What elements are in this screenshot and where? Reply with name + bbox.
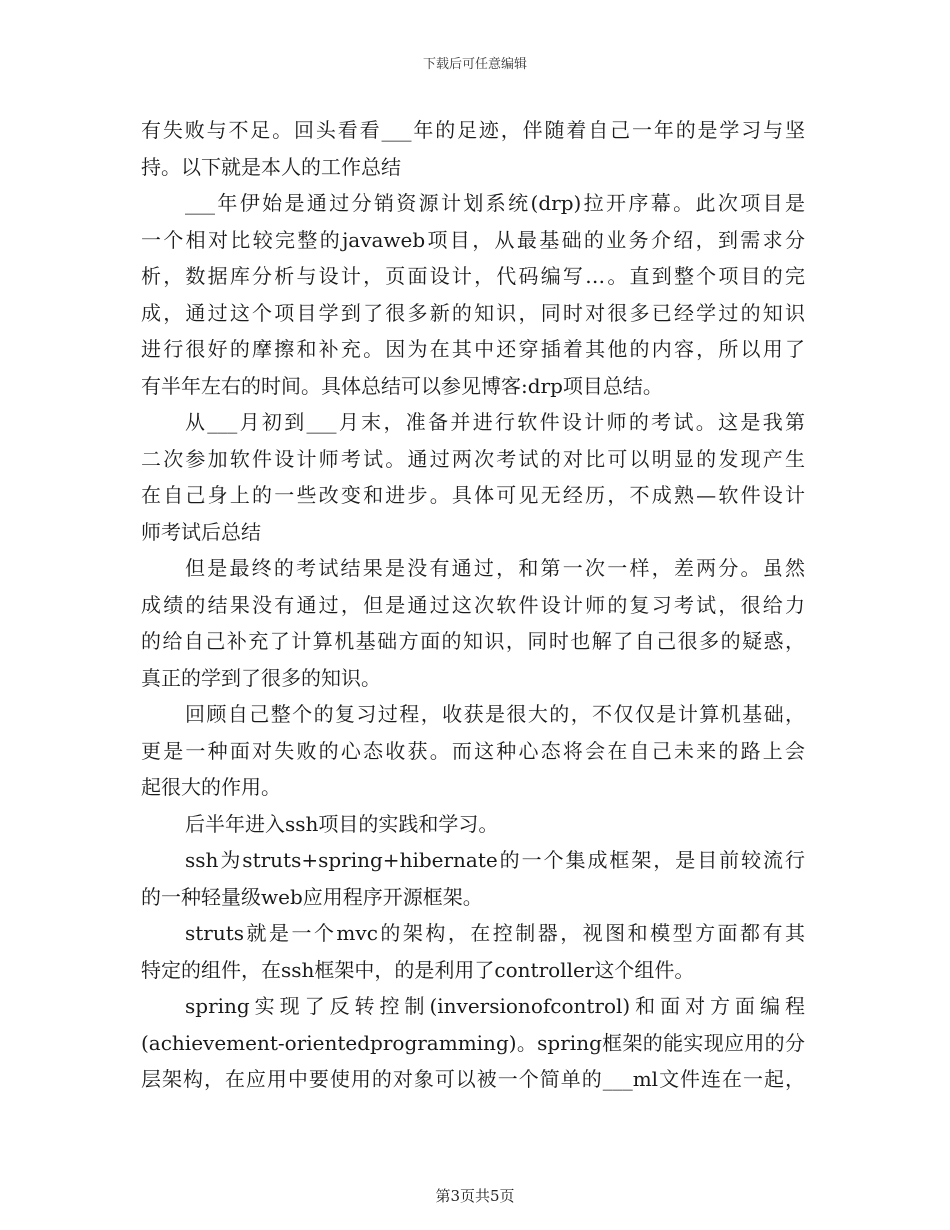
text-line: 二次参加软件设计师考试。通过两次考试的对比可以明显的发现产生	[141, 446, 805, 471]
text-line: 真正的学到了很多的知识。	[141, 665, 381, 690]
text-line: 师考试后总结	[141, 519, 261, 544]
text-line: 析，数据库分析与设计，页面设计，代码编写…。直到整个项目的完	[141, 264, 805, 288]
text-line: 成，通过这个项目学到了很多新的知识，同时对很多已经学过的知识	[141, 300, 805, 325]
text-line: (achievement-orientedprogramming)。spring框架的能实现应用的分	[141, 1030, 805, 1055]
text-line: spring实现了反转控制(inversionofcontrol)和面对方面编程	[185, 994, 805, 1018]
text-line: 后半年进入ssh项目的实践和学习。	[185, 811, 499, 836]
text-line: 回顾自己整个的复习过程，收获是很大的，不仅仅是计算机基础，	[185, 702, 805, 726]
text-line: 的给自己补充了计算机基础方面的知识，同时也解了自己很多的疑惑，	[141, 629, 805, 653]
text-line: 一个相对比较完整的javaweb项目，从最基础的业务介绍，到需求分	[141, 227, 805, 252]
text-line: 特定的组件，在ssh框架中，的是利用了controller这个组件。	[141, 957, 695, 982]
text-line: 但是最终的考试结果是没有通过，和第一次一样，差两分。虽然	[185, 556, 805, 580]
text-line: 有半年左右的时间。具体总结可以参见博客:drp项目总结。	[141, 373, 663, 398]
text-line: 从___月初到___月末，准备并进行软件设计师的考试。这是我第	[185, 410, 805, 434]
page-header: 下载后可任意编辑	[422, 57, 527, 72]
text-line: 起很大的作用。	[141, 775, 281, 799]
document-body	[141, 112, 805, 1098]
text-line: 的一种轻量级web应用程序开源框架。	[141, 884, 483, 909]
text-line: 更是一种面对失败的心态收获。而这种心态将会在自己未来的路上会	[141, 738, 805, 763]
text-line: 有失败与不足。回头看看___年的足迹，伴随着自己一年的是学习与坚	[141, 118, 805, 142]
text-line: ssh为struts+spring+hibernate的一个集成框架，是目前较流行	[185, 848, 805, 872]
text-line: 层架构，在应用中要使用的对象可以被一个简单的___ml文件连在一起，	[141, 1067, 805, 1091]
text-line: 在自己身上的一些改变和进步。具体可见无经历，不成熟—软件设计	[141, 483, 805, 507]
text-line: 成绩的结果没有通过，但是通过这次软件设计师的复习考试，很给力	[141, 592, 805, 617]
page-footer: 第3页共5页	[435, 1187, 515, 1205]
text-line: 进行很好的摩擦和补充。因为在其中还穿插着其他的内容，所以用了	[141, 337, 805, 361]
text-line: struts就是一个mvc的架构，在控制器，视图和模型方面都有其	[185, 921, 805, 945]
text-line: ___年伊始是通过分销资源计划系统(drp)拉开序幕。此次项目是	[185, 191, 805, 215]
text-line: 持。以下就是本人的工作总结	[141, 154, 401, 179]
